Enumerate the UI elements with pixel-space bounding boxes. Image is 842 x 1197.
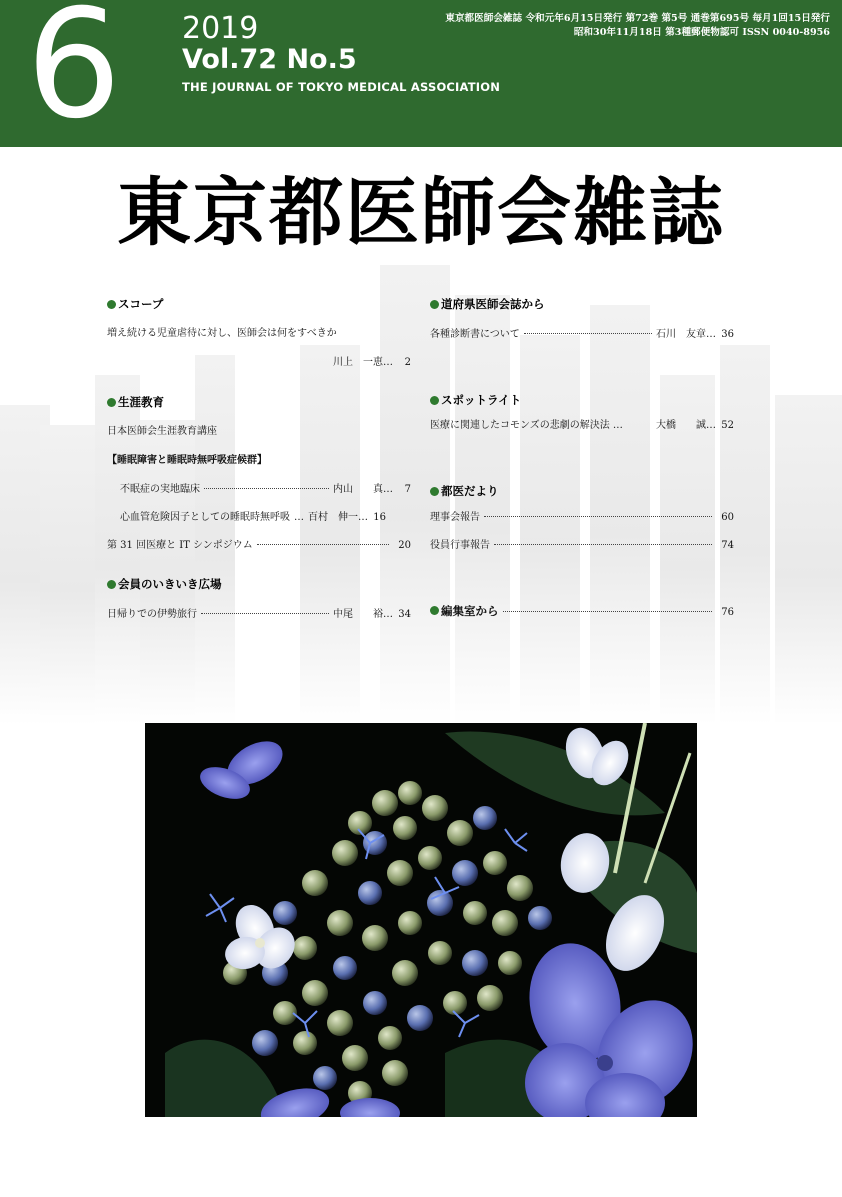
entry-page: 36 (721, 329, 734, 340)
entry-title: 各種診断書について (430, 329, 520, 340)
entry-page: 74 (721, 540, 734, 551)
journal-name-en: THE JOURNAL OF TOKYO MEDICAL ASSOCIATION (182, 80, 501, 94)
entry-author: 百村 伸一… (308, 512, 368, 523)
lifelong-topic: 【睡眠障害と睡眠時無呼吸症候群】 (107, 455, 267, 466)
dot-leader (257, 544, 389, 545)
bullet-dot-icon (107, 398, 116, 407)
toc-entry[interactable] (430, 508, 734, 523)
section-heading-lifelong: 生涯教育 (107, 394, 164, 410)
entry-page: 16 (373, 512, 386, 523)
section-heading-prefectural: 道府県医師会誌から (430, 296, 545, 312)
scope-author-row (107, 353, 411, 368)
issue-year: 2019 (182, 11, 259, 46)
entry-page: 7 (404, 484, 411, 495)
toc-entry[interactable] (430, 416, 734, 431)
entry-page: 52 (721, 420, 734, 431)
scope-page: 2 (404, 357, 411, 368)
bullet-dot-icon (430, 396, 439, 405)
toc-entry[interactable] (430, 325, 734, 340)
dot-leader (484, 516, 712, 517)
toc-entry-editorial[interactable] (430, 603, 734, 619)
publication-info (445, 12, 830, 40)
entry-title: 不眠症の実地臨床 (120, 484, 200, 495)
entry-title: 日帰りでの伊勢旅行 (107, 609, 197, 620)
bullet-dot-icon (430, 487, 439, 496)
entry-page: 60 (721, 512, 734, 523)
journal-title: 東京都医師会雑誌 (117, 170, 725, 256)
section-heading-toi-news: 都医だより (430, 483, 499, 499)
entry-title: 役員行事報告 (430, 540, 490, 551)
toc-entry[interactable] (120, 508, 411, 523)
section-heading-spotlight: スポットライト (430, 392, 521, 408)
toc-entry[interactable] (430, 536, 734, 551)
section-heading-scope: スコープ (107, 296, 163, 312)
publication-line-1: 東京都医師会雑誌 令和元年6月15日発行 第72巻 第5号 通巻第695号 毎月1回15日発行 (445, 13, 830, 24)
volume-number: Vol.72 No.5 (182, 44, 357, 75)
hydrangea-flower-photo-icon (145, 723, 697, 1117)
bullet-dot-icon (107, 300, 116, 309)
entry-author: 中尾 裕… (333, 609, 393, 620)
dot-leader (201, 613, 329, 614)
toc-entry[interactable] (107, 605, 411, 620)
entry-title: 心血管危険因子としての睡眠時無呼吸 (120, 512, 290, 523)
entry-page: 20 (398, 540, 411, 551)
scope-article-title: 増え続ける児童虐待に対し、医師会は何をすべきか (107, 328, 337, 339)
section-heading-members: 会員のいきいき広場 (107, 576, 222, 592)
dot-leader (503, 611, 713, 612)
cover-photo (145, 723, 697, 1117)
section-heading-editorial: 編集室から (441, 604, 499, 618)
dot-leader (524, 333, 652, 334)
dot-leader (494, 544, 712, 545)
toc-entry[interactable] (120, 480, 411, 495)
entry-title: 医療に関連したコモンズの悲劇の解決法 … (430, 420, 623, 431)
entry-page: 34 (398, 609, 411, 620)
entry-separator: … (294, 512, 304, 523)
scope-author: 川上 一恵… (333, 357, 393, 368)
publication-line-2: 昭和30年11月18日 第3種郵便物認可 ISSN 0040-8956 (573, 27, 830, 38)
dot-leader (204, 488, 329, 489)
entry-title: 第 31 回医療と IT シンポジウム (107, 540, 253, 551)
header-band (0, 0, 842, 152)
entry-author: 内山 真… (333, 484, 393, 495)
entry-title: 理事会報告 (430, 512, 480, 523)
entry-page: 76 (721, 607, 734, 618)
entry-author: 大橋 誠… (656, 420, 716, 431)
bullet-dot-icon (430, 606, 439, 615)
bullet-dot-icon (107, 580, 116, 589)
bullet-dot-icon (430, 300, 439, 309)
lifelong-course: 日本医師会生涯教育講座 (107, 426, 217, 437)
issue-number: 6 (26, 0, 122, 152)
entry-author: 石川 友章… (656, 329, 716, 340)
toc-entry[interactable] (107, 536, 411, 551)
